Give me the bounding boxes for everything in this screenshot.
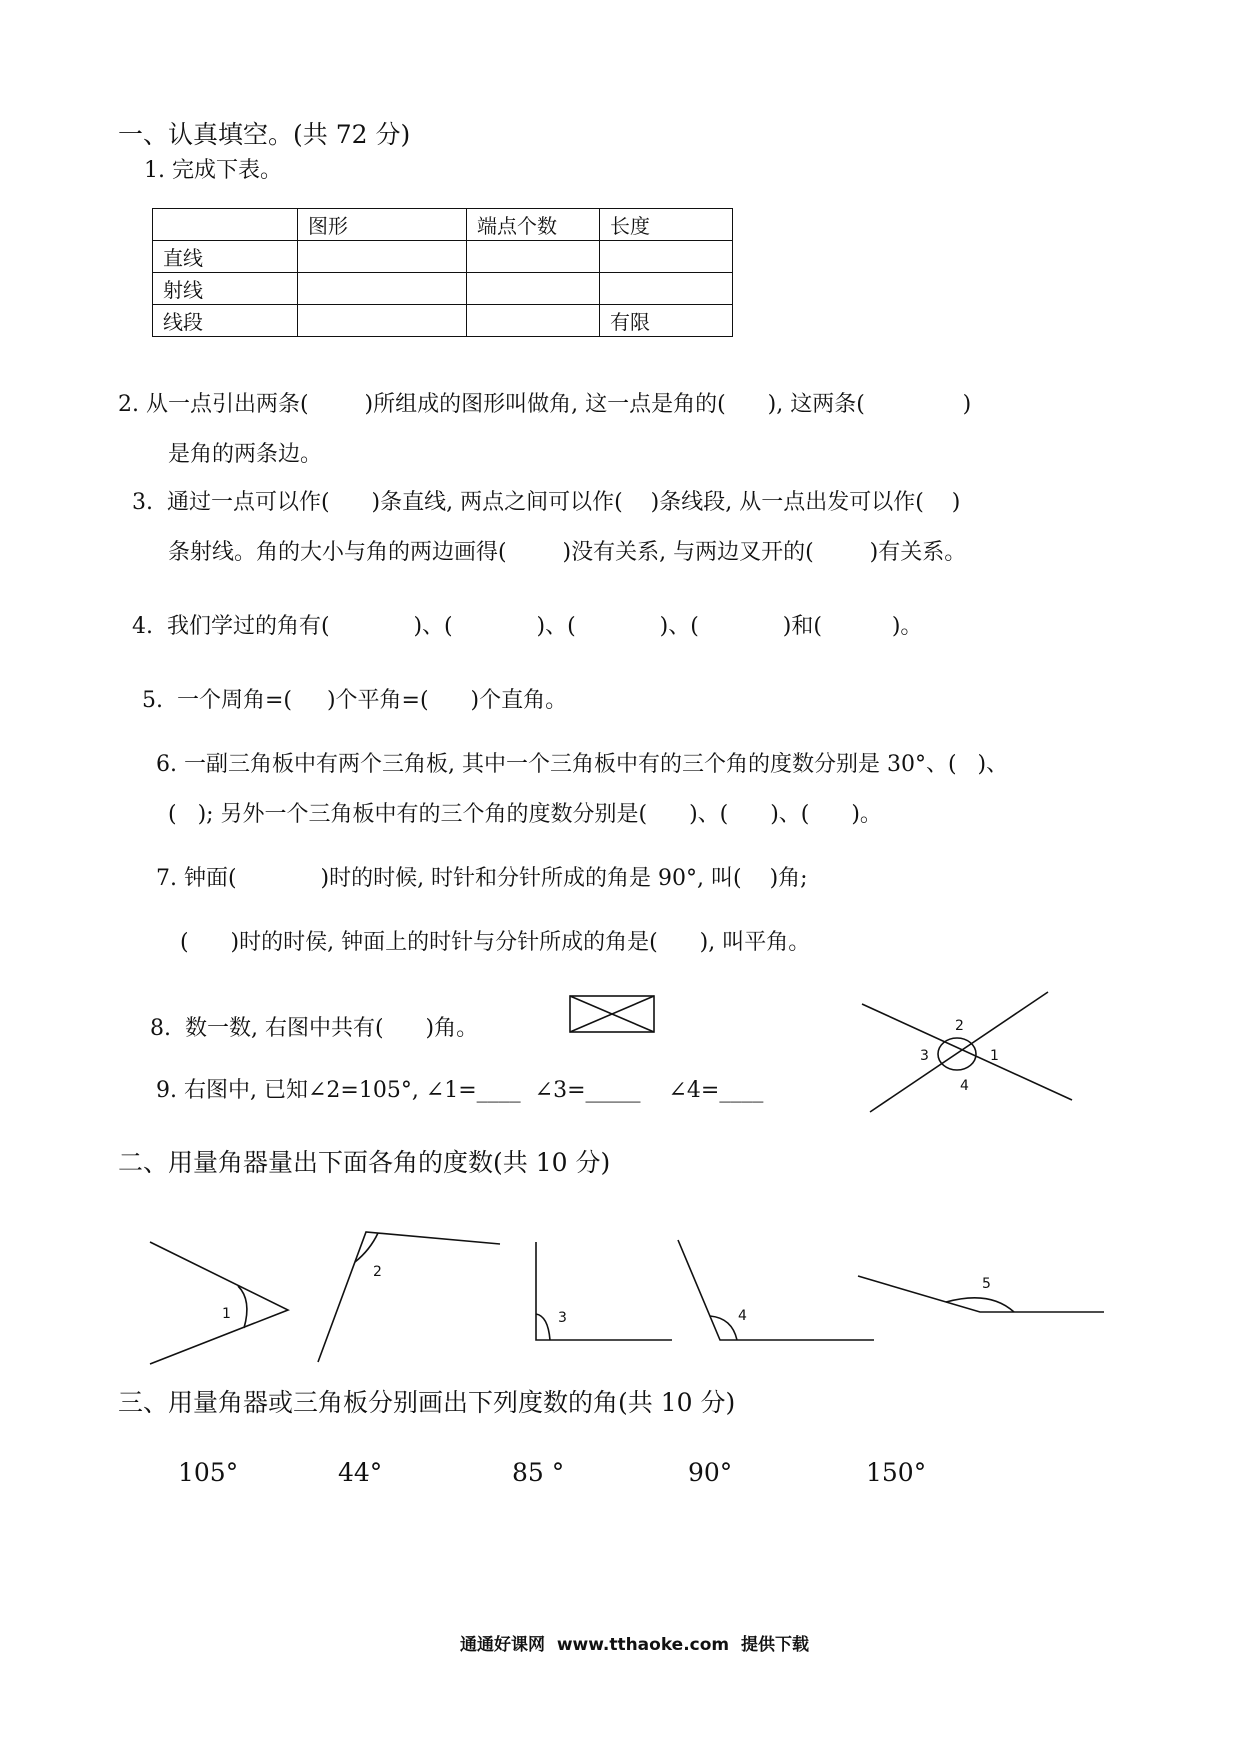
angle-label: 1 bbox=[990, 1048, 999, 1064]
table-cell: 有限 bbox=[600, 305, 733, 337]
question-5: 5. 一个周角=( )个平角=( )个直角。 bbox=[142, 688, 568, 713]
angle-label: 3 bbox=[920, 1048, 929, 1064]
question-7-line2: ( )时的时侯, 钟面上的时针与分针所成的角是( ), 叫平角。 bbox=[180, 930, 811, 955]
angle-label: 2 bbox=[955, 1018, 964, 1034]
angle-label: 5 bbox=[982, 1276, 991, 1292]
question-3-line2: 条射线。角的大小与角的两边画得( )没有关系, 与两边叉开的( )有关系。 bbox=[168, 540, 967, 565]
degree-label: 44° bbox=[338, 1458, 383, 1487]
angle-2-figure bbox=[318, 1232, 500, 1362]
degree-label: 85 ° bbox=[512, 1458, 565, 1487]
footer-text: 通通好课网 www.tthaoke.com 提供下载 bbox=[460, 1635, 809, 1655]
degree-label: 105° bbox=[178, 1458, 239, 1487]
table-cell: 图形 bbox=[298, 209, 467, 241]
angle-label: 2 bbox=[373, 1264, 382, 1280]
question-2-line2: 是角的两条边。 bbox=[168, 442, 323, 467]
question-6-line2: ( ); 另外一个三角板中有的三个角的度数分别是( )、( )、( )。 bbox=[168, 802, 882, 827]
question-8: 8. 数一数, 右图中共有( )角。 bbox=[150, 1016, 479, 1041]
table-cell: 端点个数 bbox=[467, 209, 600, 241]
table-cell: 长度 bbox=[600, 209, 733, 241]
table-cell: 线段 bbox=[153, 305, 298, 337]
question-3-line1: 3. 通过一点可以作( )条直线, 两点之间可以作( )条线段, 从一点出发可以作( ) bbox=[132, 490, 961, 515]
section1-heading: 一、认真填空。(共 72 分) bbox=[118, 120, 411, 149]
angle-label: 4 bbox=[960, 1078, 969, 1094]
question-4: 4. 我们学过的角有( )、( )、( )、( )和( )。 bbox=[132, 614, 923, 639]
degree-label: 150° bbox=[866, 1458, 927, 1487]
section3-heading: 三、用量角器或三角板分别画出下列度数的角(共 10 分) bbox=[118, 1388, 736, 1417]
angle-label: 3 bbox=[558, 1310, 567, 1326]
question-7-line1: 7. 钟面( )时的时候, 时针和分针所成的角是 90°, 叫( )角; bbox=[156, 866, 808, 891]
question-9: 9. 右图中, 已知∠2=105°, ∠1=____ ∠3=_____ ∠4=____ bbox=[156, 1078, 764, 1103]
degree-label: 90° bbox=[688, 1458, 733, 1487]
table-cell: 射线 bbox=[153, 273, 298, 305]
angle-5-figure bbox=[858, 1276, 1104, 1312]
angle-4-figure bbox=[678, 1240, 874, 1340]
angle-label: 4 bbox=[738, 1308, 747, 1324]
angle-label: 1 bbox=[222, 1306, 231, 1322]
question-2-line1: 2. 从一点引出两条( )所组成的图形叫做角, 这一点是角的( ), 这两条( ) bbox=[118, 392, 972, 417]
section2-heading: 二、用量角器量出下面各角的度数(共 10 分) bbox=[118, 1148, 611, 1177]
angle-1-figure bbox=[150, 1242, 288, 1364]
rectangle-diagonals-figure bbox=[570, 996, 654, 1032]
angle-3-figure bbox=[536, 1242, 672, 1340]
intersecting-lines-figure bbox=[862, 992, 1072, 1112]
table-cell: 直线 bbox=[153, 241, 298, 273]
question-1: 1. 完成下表。 bbox=[144, 158, 282, 183]
question-6-line1: 6. 一副三角板中有两个三角板, 其中一个三角板中有的三个角的度数分别是 30°、( )、 bbox=[156, 752, 1009, 777]
